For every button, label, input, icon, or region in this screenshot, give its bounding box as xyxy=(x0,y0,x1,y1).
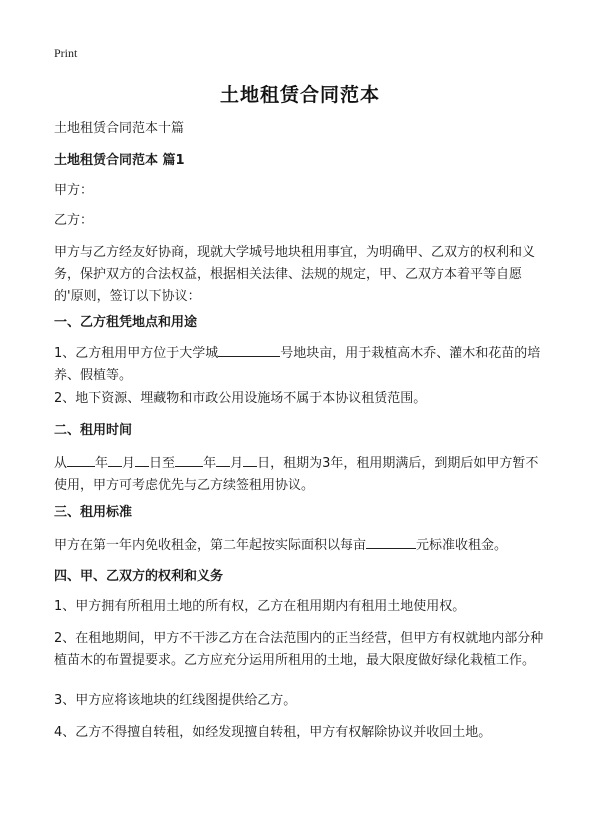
page-title: 土地租赁合同范本 xyxy=(219,84,380,106)
section-4-paragraph-3: 3、甲方应将该地块的红线图提供给乙方。 xyxy=(54,693,297,708)
s3-text-a: 甲方在第一年内免收租金，第二年起按实际面积以每亩 xyxy=(54,538,367,553)
print-link[interactable]: Print xyxy=(54,46,78,60)
s1-p1-text-a: 1、乙方租用甲方位于大学城 xyxy=(54,346,219,361)
s2-month-2: 月 xyxy=(230,456,244,471)
section-1-paragraph-1 xyxy=(54,342,550,387)
section-4-paragraph-4: 4、乙方不得擅自转租，如经发现擅自转租，甲方有权解除协议并收回土地。 xyxy=(54,725,492,740)
s2-text-b: 日，租期为3年，租用期满后，到期后如甲方暂不使用，甲方可考虑优先与乙方续签租用协议。 xyxy=(54,456,539,493)
s2-day-1: 日至 xyxy=(149,456,176,471)
blank-line xyxy=(67,452,95,467)
blank-line xyxy=(243,452,257,467)
section-4-paragraph-1: 1、甲方拥有所租用土地的所有权，乙方在租用期内有租用土地使用权。 xyxy=(54,599,466,614)
s2-year-2: 年 xyxy=(203,456,217,471)
section-4-heading: 四、甲、乙双方的权利和义务 xyxy=(54,569,224,584)
party-b-label: 乙方： xyxy=(54,213,94,228)
blank-line xyxy=(366,534,416,549)
s2-month-1: 月 xyxy=(122,456,136,471)
section-2-heading: 二、租用时间 xyxy=(54,423,133,438)
s2-text-a: 从 xyxy=(54,456,68,471)
blank-line xyxy=(218,342,280,357)
document-subtitle: 土地租赁合同范本十篇 xyxy=(54,121,185,136)
blank-line xyxy=(216,452,230,467)
section-1-paragraph-2: 2、地下资源、埋藏物和市政公用设施场不属于本协议租赁范围。 xyxy=(54,391,427,406)
s3-text-b: 元标准收租金。 xyxy=(416,538,508,553)
intro-paragraph: 甲方与乙方经友好协商，现就大学城号地块租用事宜，为明确甲、乙双方的权利和义务，保护双方的合法权益，根据相关法律、法规的规定，甲、乙双方本着平等自愿的'原则，签订以下协议： xyxy=(54,245,536,304)
section-4-paragraph-2: 2、在租地期间，甲方不干涉乙方在合法范围内的正当经营，但甲方有权就地内部分种植苗木的布置提要求。乙方应充分运用所租用的土地，最大限度做好绿化栽植工作。 xyxy=(54,631,544,668)
s2-year-1: 年 xyxy=(95,456,109,471)
blank-line xyxy=(175,452,203,467)
section-3-heading: 三、租用标准 xyxy=(54,505,133,520)
section-2-paragraph-1 xyxy=(54,452,550,497)
section-1-heading: 一、乙方租凭地点和用途 xyxy=(54,315,198,330)
section-3-paragraph-1 xyxy=(54,534,550,557)
party-a-label: 甲方： xyxy=(54,183,94,198)
article-heading: 土地租赁合同范本 篇1 xyxy=(54,153,185,168)
blank-line xyxy=(135,452,149,467)
blank-line xyxy=(108,452,122,467)
s1-p1-text-b: 号地块亩，用于栽植高木乔、灌木和花苗的培养、假植等。 xyxy=(54,346,541,383)
